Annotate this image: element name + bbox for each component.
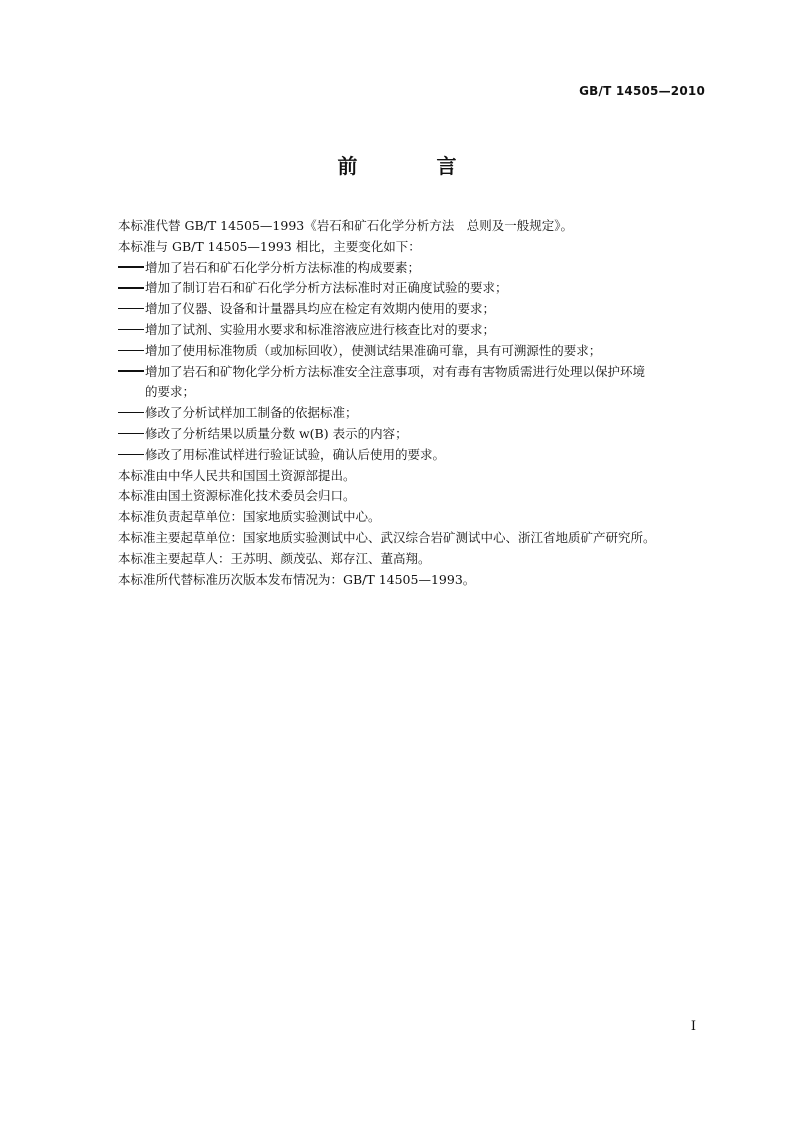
dash-marker (118, 299, 145, 320)
dash-marker (118, 278, 145, 299)
change-item (118, 258, 714, 279)
dash-marker (118, 424, 145, 445)
drafting-unit-line: 本标准负责起草单位：国家地质实验测试中心。 (118, 509, 381, 525)
change-item-text: 修改了分析试样加工制备的依据标准； (145, 405, 358, 421)
foreword-body (118, 216, 714, 590)
change-item (118, 362, 714, 383)
responsible-committee-line: 本标准由国土资源标准化技术委员会归口。 (118, 488, 356, 504)
previous-editions-line: 本标准所代替标准历次版本发布情况为：GB/T 14505—1993。 (118, 571, 476, 587)
page-title: 前 言 (337, 154, 493, 178)
change-item-text: 增加了试剂、实验用水要求和标准溶液应进行核查比对的要求； (145, 321, 496, 337)
change-item (118, 341, 714, 362)
change-item-text: 增加了岩石和矿石化学分析方法标准的构成要素； (145, 259, 421, 275)
proposer-line: 本标准由中华人民共和国国土资源部提出。 (118, 467, 356, 483)
page-number: I (690, 1019, 696, 1034)
change-item-continuation: 的要求； (145, 384, 196, 400)
change-item-text: 增加了使用标准物质（或加标回收），使测试结果准确可靠，具有可溯源性的要求； (145, 342, 602, 358)
change-item-text: 增加了制订岩石和矿石化学分析方法标准时对正确度试验的要求； (145, 280, 508, 296)
change-item (118, 445, 714, 466)
dash-marker (118, 362, 145, 383)
dash-marker (118, 445, 145, 466)
intro-line-replaces: 本标准代替 GB/T 14505—1993《岩石和矿石化学分析方法 总则及一般规定》。 (118, 218, 573, 233)
dash-marker (118, 320, 145, 341)
main-drafters-line: 本标准主要起草人：王苏明、颜茂弘、郑存江、董高翔。 (118, 550, 431, 566)
standard-code: GB/T 14505—2010 (579, 84, 705, 98)
change-item (118, 424, 714, 445)
intro-line-changes: 本标准与 GB/T 14505—1993 相比，主要变化如下： (118, 238, 421, 254)
change-item-text: 增加了岩石和矿物化学分析方法标准安全注意事项，对有毒有害物质需进行处理以保护环境 (145, 363, 646, 379)
main-drafting-units-line: 本标准主要起草单位：国家地质实验测试中心、武汉综合岩矿测试中心、浙江省地质矿产研究所。 (118, 529, 656, 545)
change-item-text: 修改了分析结果以质量分数 w(B) 表示的内容； (145, 425, 408, 441)
change-item-text: 修改了用标准试样进行验证试验，确认后使用的要求。 (145, 446, 446, 462)
change-item (118, 299, 714, 320)
change-item (118, 278, 714, 299)
dash-marker (118, 341, 145, 362)
dash-marker (118, 403, 145, 424)
dash-marker (118, 258, 145, 279)
change-item (118, 403, 714, 424)
change-item (118, 320, 714, 341)
change-item-text: 增加了仪器、设备和计量器具均应在检定有效期内使用的要求； (145, 301, 496, 317)
